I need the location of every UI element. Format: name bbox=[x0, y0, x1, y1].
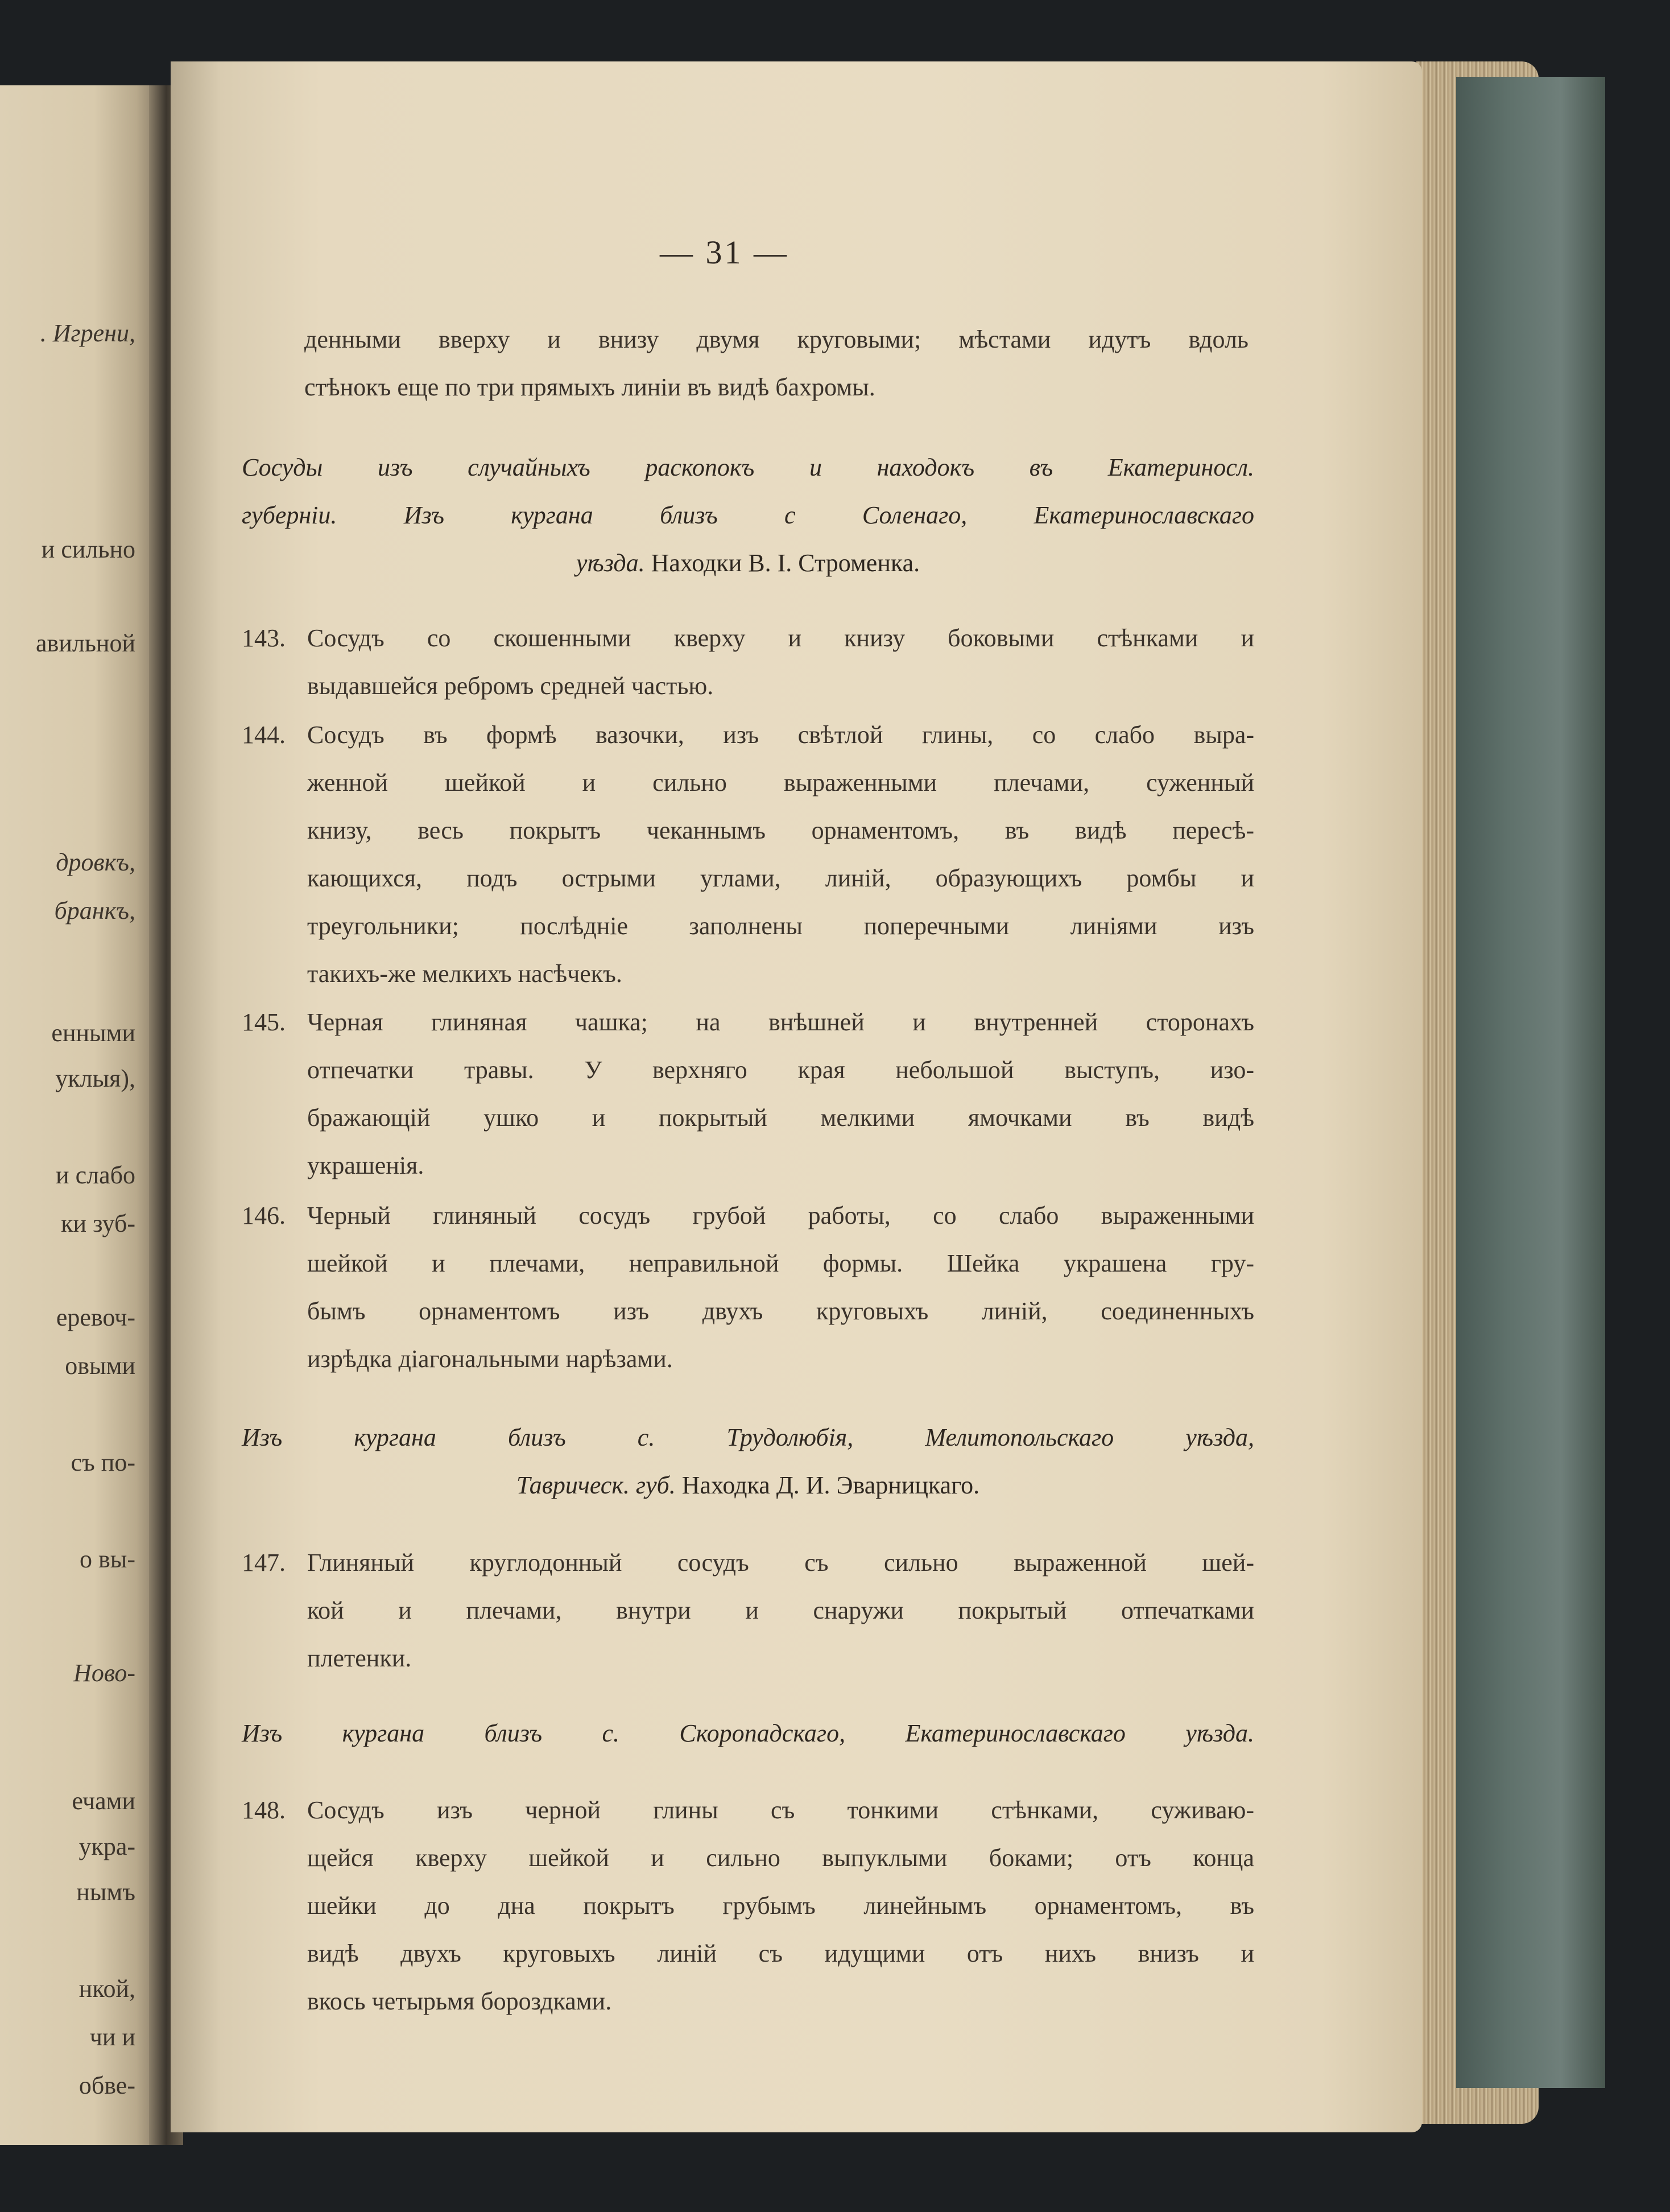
text-line: щейся кверху шейкой и сильно выпуклыми боками; отъ конца bbox=[307, 1844, 1254, 1872]
left-page-fragment: о вы- bbox=[80, 1545, 135, 1573]
entry-number: 145. bbox=[242, 1008, 286, 1036]
left-page-fragment: и сильно bbox=[41, 535, 135, 563]
text-line bbox=[242, 1786, 1254, 1834]
heading-line: Сосуды изъ случайныхъ раскопокъ и находокъ въ Екатериносл. bbox=[242, 453, 1254, 481]
text-line: женной шейкой и сильно выраженными плечами, суженный bbox=[307, 769, 1254, 797]
heading-line bbox=[242, 1462, 1254, 1509]
entry-text: Сосудъ изъ черной глины съ тонкими стѣнками, суживаю- bbox=[307, 1796, 1254, 1824]
heading-line: губерніи. Изъ кургана близъ с Соленаго, Екатеринославскаго bbox=[242, 501, 1254, 529]
text-line: такихъ-же мелкихъ насѣчекъ. bbox=[307, 960, 622, 988]
left-page-fragment: . Игрени, bbox=[40, 319, 135, 347]
entry-text: Черный глиняный сосудъ грубой работы, со слабо выраженными bbox=[307, 1202, 1254, 1229]
entry-number: 144. bbox=[242, 721, 286, 749]
catalog-entry-145 bbox=[242, 998, 1254, 1190]
left-page-fragment: бранкъ, bbox=[54, 897, 135, 925]
entry-text: Глиняный круглодонный сосудъ съ сильно выраженной шей- bbox=[307, 1549, 1254, 1577]
entry-number: 148. bbox=[242, 1796, 286, 1824]
catalog-entry-143 bbox=[242, 614, 1254, 710]
catalog-entry-147 bbox=[242, 1539, 1254, 1682]
heading-italic: Таврическ. губ. bbox=[516, 1471, 676, 1499]
left-page bbox=[0, 85, 171, 2145]
left-page-fragment: и слабо bbox=[56, 1161, 135, 1189]
left-page-fragment: нымъ bbox=[76, 1878, 135, 1906]
page-number: — 31 — bbox=[660, 234, 789, 271]
left-page-fragment: овыми bbox=[65, 1352, 135, 1380]
left-page-fragment: уклыя), bbox=[55, 1064, 135, 1092]
left-page-fragment: нкой, bbox=[78, 1975, 135, 2003]
catalog-entry-146 bbox=[242, 1192, 1254, 1383]
heading-line: Изъ кургана близъ с. Трудолюбія, Мелитопольскаго уѣзда, bbox=[242, 1423, 1254, 1451]
section-heading bbox=[242, 1414, 1254, 1509]
text-line bbox=[242, 614, 1254, 662]
text-line: книзу, весь покрытъ чеканнымъ орнаментомъ, въ видѣ пересѣ- bbox=[307, 816, 1254, 844]
section-heading bbox=[242, 444, 1254, 587]
text-line: отпечатки травы. У верхняго края небольшой выступъ, изо- bbox=[307, 1056, 1254, 1084]
text-line bbox=[242, 711, 1254, 759]
entry-text: Сосудъ въ формѣ вазочки, изъ свѣтлой глины, со слабо выра- bbox=[307, 721, 1254, 749]
left-page-fragment: съ по- bbox=[71, 1448, 135, 1476]
left-page-fragment: еревоч- bbox=[56, 1303, 135, 1331]
catalog-entry-144 bbox=[242, 711, 1254, 998]
entry-number: 146. bbox=[242, 1202, 286, 1229]
text-line: плетенки. bbox=[307, 1644, 412, 1672]
left-page-fragment: обве- bbox=[78, 2071, 135, 2099]
text-line: выдавшейся ребромъ средней частью. bbox=[307, 672, 714, 700]
left-page-fragment: енными bbox=[51, 1019, 135, 1047]
text-line: шейки до дна покрытъ грубымъ линейнымъ орнаментомъ, въ bbox=[307, 1892, 1254, 1920]
section-heading bbox=[242, 1710, 1254, 1757]
entry-text: Сосудъ со скошенными кверху и книзу боковыми стѣнками и bbox=[307, 624, 1254, 652]
left-page-fragment: ки зуб- bbox=[61, 1210, 135, 1237]
back-cover bbox=[1456, 77, 1605, 2088]
left-page-fragment: Ново- bbox=[73, 1659, 135, 1687]
heading-line: Изъ кургана близъ с. Скоропадскаго, Екатеринославскаго уѣзда. bbox=[242, 1719, 1254, 1747]
heading-italic: уѣзда. bbox=[576, 549, 645, 577]
left-page-fragment: авильной bbox=[36, 629, 135, 657]
left-page-fragment: чи и bbox=[89, 2023, 135, 2051]
text-line: бымъ орнаментомъ изъ двухъ круговыхъ линій, соединенныхъ bbox=[307, 1297, 1254, 1325]
text-line: украшенія. bbox=[307, 1152, 424, 1179]
left-page-fragment: ечами bbox=[72, 1787, 135, 1815]
left-page-fragment: укра- bbox=[78, 1833, 135, 1860]
text-line: шейкой и плечами, неправильной формы. Шейка украшена гру- bbox=[307, 1249, 1254, 1277]
entry-number: 147. bbox=[242, 1549, 286, 1577]
left-page-fragment: дровкъ, bbox=[56, 848, 135, 876]
heading-line bbox=[242, 539, 1254, 587]
text-line: видѣ двухъ круговыхъ линій съ идущими отъ нихъ внизъ и bbox=[307, 1939, 1254, 1967]
text-line: треугольники; послѣдніе заполнены поперечными линіями изъ bbox=[307, 912, 1254, 940]
entry-number: 143. bbox=[242, 624, 286, 652]
text-line: кой и плечами, внутри и снаружи покрытый отпечатками bbox=[307, 1596, 1254, 1624]
text-line: стѣнокъ еще по три прямыхъ линіи въ видѣ бахромы. bbox=[304, 373, 875, 401]
catalog-entry-148 bbox=[242, 1786, 1254, 2025]
continuation-paragraph bbox=[304, 316, 1249, 411]
text-line: бражающій ушко и покрытый мелкими ямочками въ видѣ bbox=[307, 1104, 1254, 1132]
heading-plain: Находки В. I. Строменка. bbox=[644, 549, 920, 577]
heading-plain: Находка Д. И. Эварницкаго. bbox=[675, 1471, 980, 1499]
text-line bbox=[242, 998, 1254, 1046]
text-line bbox=[242, 1539, 1254, 1587]
text-line bbox=[242, 1192, 1254, 1240]
entry-text: Черная глиняная чашка; на внѣшней и внутренней сторонахъ bbox=[307, 1008, 1254, 1036]
text-line: вкось четырьмя бороздками. bbox=[307, 1987, 612, 2015]
text-line: кающихся, подъ острыми углами, линій, образующихъ ромбы и bbox=[307, 864, 1254, 892]
text-line: изрѣдка діагональными нарѣзами. bbox=[307, 1345, 673, 1373]
text-line: денными вверху и внизу двумя круговыми; мѣстами идутъ вдоль bbox=[304, 325, 1249, 353]
